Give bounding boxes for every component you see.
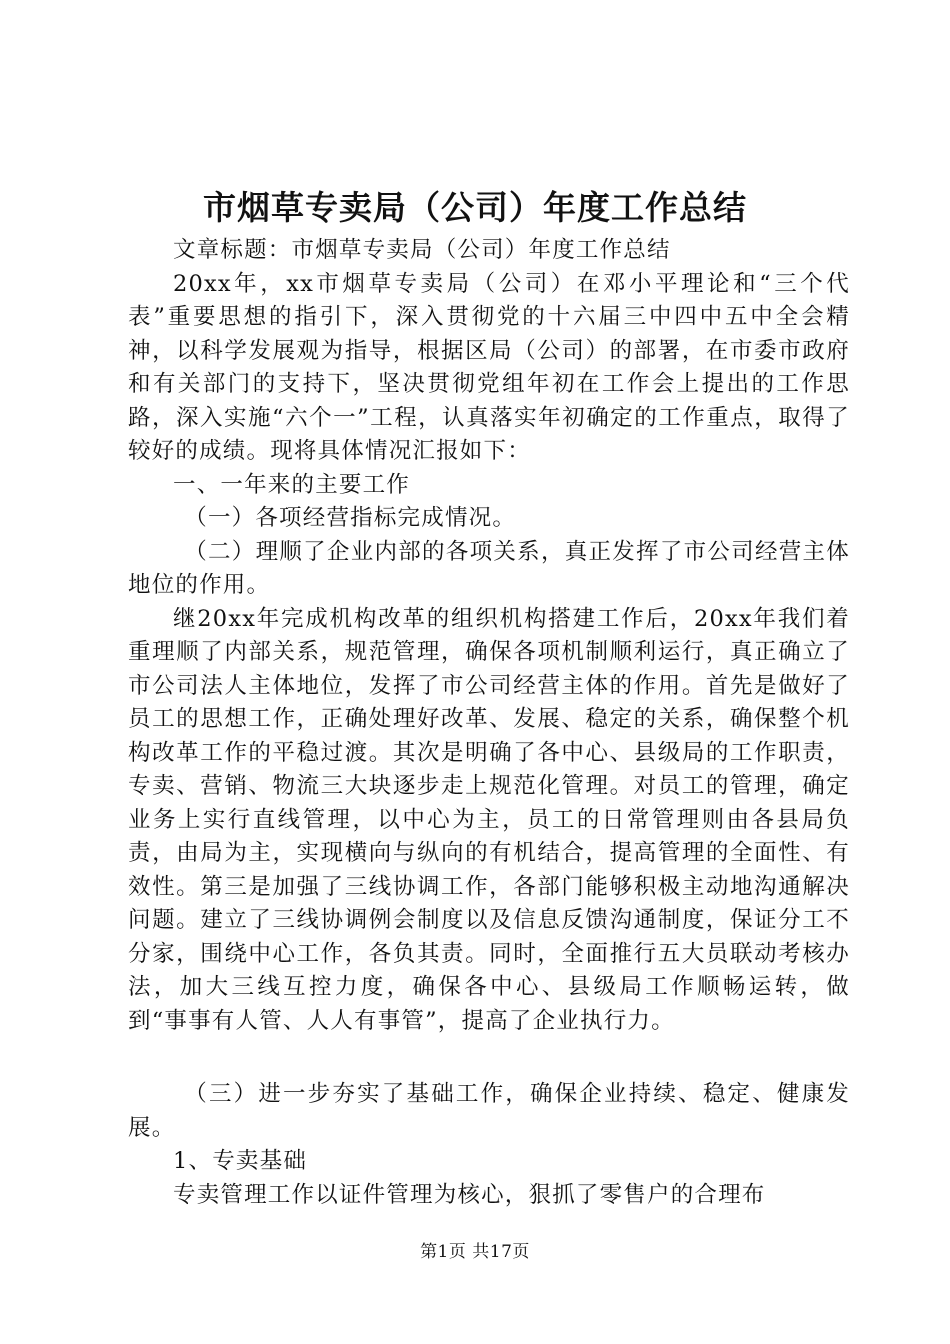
page-number: 第1页 共17页 bbox=[420, 1242, 530, 1262]
body-paragraph-continued: 专卖管理工作以证件管理为核心，狠抓了零售户的合理布 bbox=[173, 1181, 766, 1208]
subsection-heading-2: （二）理顺了企业内部的各项关系，真正发挥了市公司经营主体地位的作用。 bbox=[128, 538, 850, 598]
body-paragraph: 继20xx年完成机构改革的组织机构搭建工作后，20xx年我们着重理顺了内部关系，规范管理，确保各项机制顺利运行，真正确立了市公司法人主体地位，发挥了市公司经营主体的作用。首先是做好了员工的思想工作，正确处理好改革、发展、稳定的关系，确保整个机构改革工作的平稳过渡。其次是明确了各中心、县级局的工作职责，专卖、营销、物流三大块逐步走上规范化管理。对员工的管理，确定业务上实行直线管理，以中心为主，员工的日常管理则由各县局负责，由局为主，实现横向与纵向的有机结合，提高管理的全面性、有效性。第三是加强了三线协调工作，各部门能够积极主动地沟通解决问题。建立了三线协调例会制度以及信息反馈沟通制度，保证分工不分家，围绕中心工作，各负其责。同时，全面推行五大员联动考核办法，加大三线互控力度，确保各中心、县级局工作顺畅运转，做到“事事有人管、人人有事管”，提高了企业执行力。 bbox=[128, 605, 850, 1034]
item-heading: 1、专卖基础 bbox=[173, 1148, 308, 1174]
document-title: 市烟草专卖局（公司）年度工作总结 bbox=[203, 188, 747, 227]
intro-paragraph: 20xx年，xx市烟草专卖局（公司）在邓小平理论和“三个代表”重要思想的指引下，深入贯彻党的十六届三中四中五中全会精神，以科学发展观为指导，根据区局（公司）的部署，在市委市政府和有关部门的支持下，坚决贯彻党组年初在工作会上提出的工作思路，深入实施“六个一”工程，认真落实年初确定的工作重点，取得了较好的成绩。现将具体情况汇报如下： bbox=[128, 270, 850, 464]
document-body bbox=[128, 234, 850, 1212]
subsection-heading-3: （三）进一步夯实了基础工作，确保企业持续、稳定、健康发展。 bbox=[128, 1081, 850, 1141]
article-title-line: 文章标题：市烟草专卖局（公司）年度工作总结 bbox=[173, 237, 671, 263]
subsection-heading-1: （一）各项经营指标完成情况。 bbox=[184, 505, 517, 531]
section-heading: 一、一年来的主要工作 bbox=[173, 471, 411, 498]
